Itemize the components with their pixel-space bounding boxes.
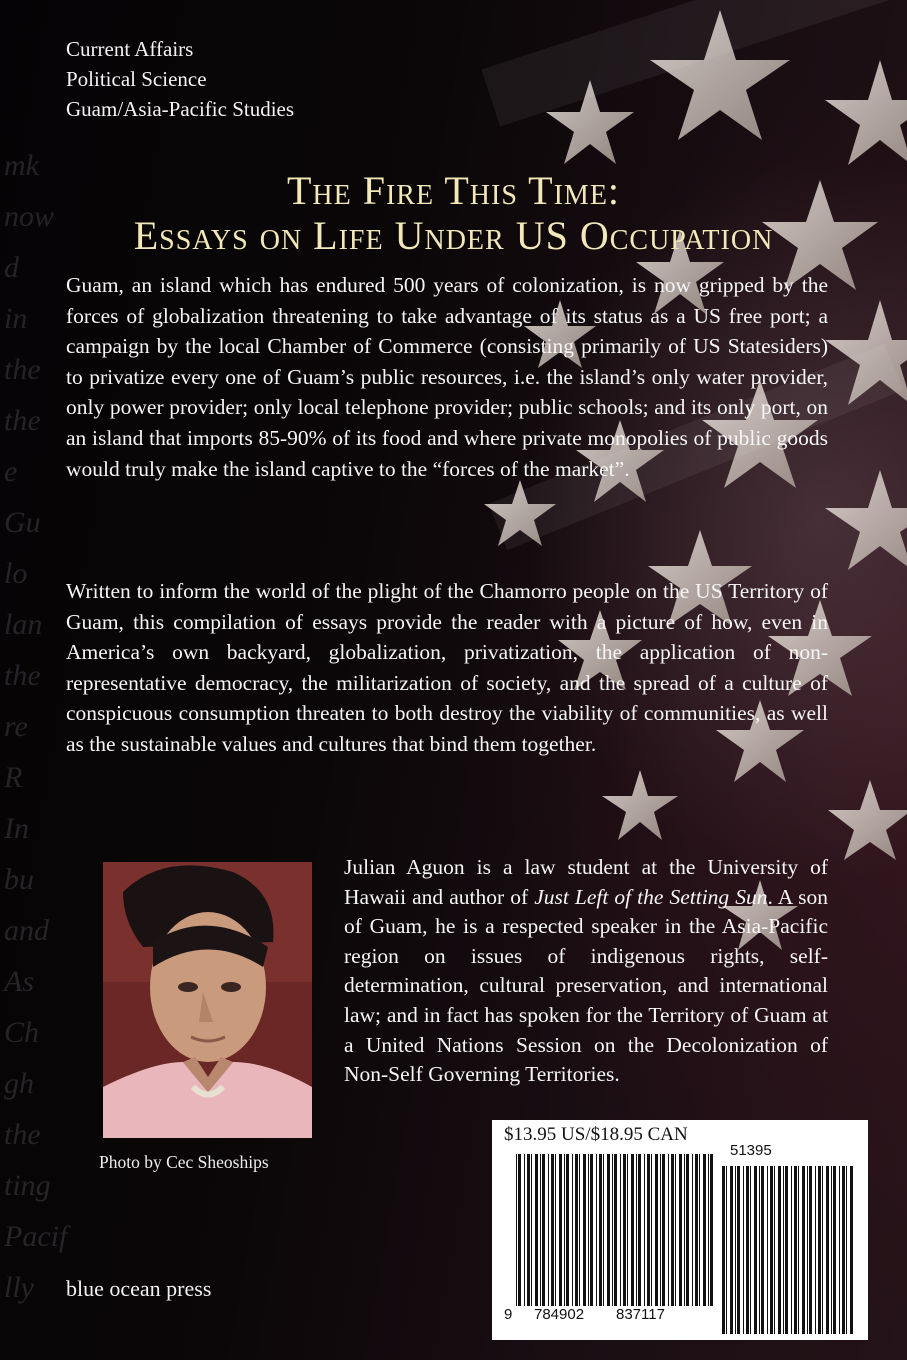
- barcode-bar: [671, 1154, 674, 1306]
- description-paragraph-1: Guam, an island which has endured 500 years of colonization, is now gripped by the forces of globalization threatening to take advantage of its status as a US free port; a campaign by the local Chamber of Commerce (consisting primarily of US Statesiders) to privatize every one of Guam’s public resources, i.e. the island’s only water provider, only power provider; only local telephone provider; public schools; and its only port, on an island that imports 85-90% of its food and where private monopolies of public goods would truly make the island captive to the “forces of the market”.: [66, 273, 828, 481]
- barcode-bar: [551, 1154, 554, 1306]
- barcode-bar: [651, 1154, 652, 1306]
- barcode-bar: [815, 1166, 816, 1334]
- barcode-bar: [612, 1154, 613, 1306]
- barcode-bar: [590, 1154, 593, 1306]
- description-paragraph-2: Written to inform the world of the plight of the Chamorro people on the US Territory of Guam, this compilation of essays provide the reader with a picture of how, even in America’s own backyard, globalization, privatization, the application of non-representative democracy, the militarization of society, and the spread of a culture of conspicuous consumption threaten to both destroy the viability of communities, as well as the sustainable values and cultures that bind them together.: [66, 579, 828, 756]
- barcode-bar: [754, 1166, 757, 1334]
- barcode-bar: [518, 1154, 521, 1306]
- barcode-bar: [527, 1154, 530, 1306]
- barcode-bar: [662, 1154, 665, 1306]
- barcode-bar: [692, 1154, 693, 1306]
- barcode-bar: [623, 1154, 626, 1306]
- book-title-reference: Just Left of the Setting Sun: [534, 884, 768, 909]
- barcode-bar: [778, 1166, 781, 1334]
- barcode-bar: [798, 1166, 799, 1334]
- barcode-bar: [822, 1166, 823, 1334]
- barcode-bar: [540, 1154, 541, 1306]
- barcode-addon-number: 51395: [730, 1142, 772, 1159]
- book-title: [0, 168, 907, 258]
- barcode-bar: [588, 1154, 589, 1306]
- barcode-bar: [774, 1166, 775, 1334]
- barcode-bar: [791, 1166, 792, 1334]
- barcode-bar: [783, 1166, 784, 1334]
- barcode-bar: [802, 1166, 805, 1334]
- barcode-bar: [735, 1166, 736, 1334]
- barcode-bar: [655, 1154, 658, 1306]
- subject-category: Political Science: [66, 67, 207, 91]
- barcode-bar: [695, 1154, 698, 1306]
- background-script-text: mk now d in the the e Gu lo lan the re R In bu and As Ch gh the ting Pacif lly: [4, 149, 68, 1304]
- star-shape: [828, 780, 907, 860]
- barcode-bar: [842, 1166, 845, 1334]
- barcode-bar: [770, 1166, 773, 1334]
- barcode-bar: [675, 1154, 676, 1306]
- photo-credit: Photo by Cec Sheoships: [99, 1152, 269, 1172]
- barcode-bar: [603, 1154, 604, 1306]
- barcode-bar: [627, 1154, 628, 1306]
- barcode-bar: [631, 1154, 634, 1306]
- price-label: $13.95 US/$18.95 CAN: [504, 1124, 688, 1145]
- barcode-bar: [531, 1154, 532, 1306]
- barcode-bar: [583, 1154, 586, 1306]
- book-title-line1: The Fire This Time:: [286, 168, 621, 213]
- barcode-bar: [767, 1166, 768, 1334]
- barcode-bar: [807, 1166, 808, 1334]
- barcode-bar: [679, 1154, 682, 1306]
- barcode-bar: [785, 1166, 788, 1334]
- barcode-bar: [559, 1154, 562, 1306]
- barcode-bar: [809, 1166, 812, 1334]
- publisher-name: blue ocean press: [66, 1276, 212, 1301]
- barcode-bar: [743, 1166, 744, 1334]
- barcode-bar: [555, 1154, 556, 1306]
- barcode-bar: [596, 1154, 597, 1306]
- barcode-bar: [794, 1166, 797, 1334]
- barcode-bar: [636, 1154, 637, 1306]
- isbn-barcode: [492, 1120, 868, 1340]
- barcode-bar: [579, 1154, 580, 1306]
- barcode-bar: [722, 1166, 725, 1334]
- barcode-bar: [684, 1154, 685, 1306]
- barcode-bar: [726, 1166, 727, 1334]
- star-shape: [825, 60, 907, 165]
- barcode-bar: [818, 1166, 821, 1334]
- barcode-bar: [703, 1154, 706, 1306]
- star-shape: [825, 470, 907, 570]
- barcode-bar: [516, 1154, 517, 1306]
- barcode-bar: [686, 1154, 689, 1306]
- author-photo: [103, 862, 312, 1138]
- barcode-bar: [614, 1154, 617, 1306]
- barcode-bar: [699, 1154, 700, 1306]
- barcode-bar: [607, 1154, 610, 1306]
- barcode-bar: [660, 1154, 661, 1306]
- barcode-bar: [668, 1154, 669, 1306]
- subject-category: Current Affairs: [66, 37, 194, 61]
- barcode-bar: [575, 1154, 578, 1306]
- barcode-bar: [647, 1154, 650, 1306]
- book-title-line2: Essays on Life Under US Occupation: [133, 213, 774, 258]
- barcode-bar: [737, 1166, 740, 1334]
- barcode-bar: [846, 1166, 847, 1334]
- barcode-digits-left: 784902: [534, 1306, 585, 1323]
- barcode-bar: [746, 1166, 749, 1334]
- barcode-bar: [761, 1166, 764, 1334]
- star-shape: [602, 770, 678, 840]
- barcode-bar: [620, 1154, 621, 1306]
- barcode-bar: [708, 1154, 709, 1306]
- barcode-bar: [542, 1154, 545, 1306]
- barcode-bar: [572, 1154, 573, 1306]
- subject-categories: [66, 34, 294, 124]
- barcode-bar: [850, 1166, 853, 1334]
- barcode-bar: [730, 1166, 733, 1334]
- barcode-bar: [833, 1166, 836, 1334]
- barcode-bar: [710, 1154, 713, 1306]
- barcode-bar: [759, 1166, 760, 1334]
- barcode-bar: [839, 1166, 840, 1334]
- subject-category: Guam/Asia-Pacific Studies: [66, 97, 295, 121]
- barcode-bar: [599, 1154, 602, 1306]
- barcode-bar: [644, 1154, 645, 1306]
- barcode-digits-right: 837117: [616, 1306, 665, 1323]
- barcode-bar: [638, 1154, 641, 1306]
- barcode-bar: [750, 1166, 751, 1334]
- barcode-bar: [535, 1154, 538, 1306]
- barcode-bar: [826, 1166, 829, 1334]
- author-bio: Julian Aguon is a law student at the University of Hawaii and author of Just Left of the Setting Sun. A son of Guam, he is a respected speaker in the Asia-Pacific region on issues of indigenous rights, self-determination, cultural preservation, and international law; and in fact has spoken for the Territory of Guam at a United Nations Session on the Decolonization of Non-Self Governing Territories.: [344, 855, 828, 1087]
- barcode-digit-first: 9: [504, 1306, 513, 1323]
- barcode-bar: [831, 1166, 832, 1334]
- barcode-bar: [548, 1154, 549, 1306]
- barcode-bar: [566, 1154, 569, 1306]
- barcode-bar: [564, 1154, 565, 1306]
- barcode-bar: [524, 1154, 525, 1306]
